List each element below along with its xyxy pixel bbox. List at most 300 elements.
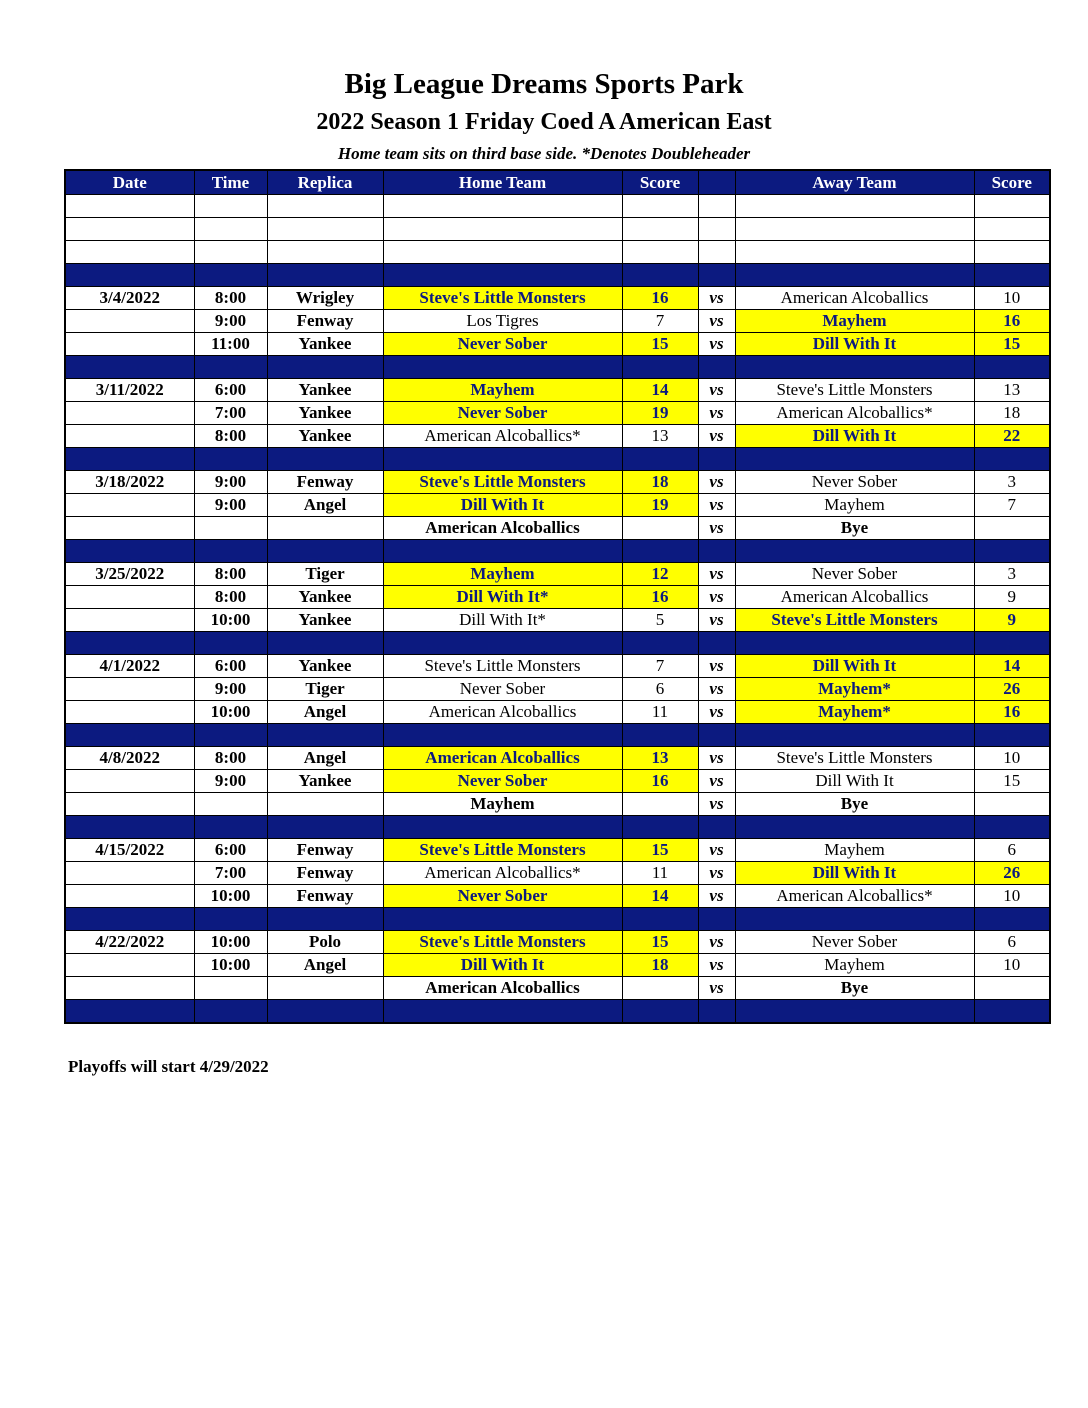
home-score-cell: 11 [622, 701, 698, 724]
empty-cell [65, 724, 194, 747]
empty-cell [698, 241, 735, 264]
away-score-cell: 10 [974, 885, 1050, 908]
empty-cell [383, 1000, 622, 1024]
column-header-away-score: Score [974, 170, 1050, 195]
away-team-cell: Steve's Little Monsters [735, 609, 974, 632]
date-cell [65, 793, 194, 816]
empty-cell [267, 908, 383, 931]
empty-cell [974, 356, 1050, 379]
empty-cell [267, 241, 383, 264]
vs-cell: vs [698, 793, 735, 816]
away-score-cell: 6 [974, 839, 1050, 862]
empty-cell [194, 816, 267, 839]
empty-cell [194, 540, 267, 563]
away-team-cell: Dill With It [735, 333, 974, 356]
date-cell: 3/4/2022 [65, 287, 194, 310]
replica-cell: Fenway [267, 862, 383, 885]
vs-cell: vs [698, 839, 735, 862]
away-score-cell: 13 [974, 379, 1050, 402]
home-team-cell: Steve's Little Monsters [383, 655, 622, 678]
schedule-table [64, 169, 1051, 1024]
empty-cell [698, 218, 735, 241]
away-score-cell [974, 977, 1050, 1000]
empty-cell [735, 448, 974, 471]
empty-cell [735, 724, 974, 747]
replica-cell: Yankee [267, 379, 383, 402]
empty-cell [267, 218, 383, 241]
away-team-cell: Never Sober [735, 931, 974, 954]
empty-cell [383, 218, 622, 241]
time-cell: 10:00 [194, 609, 267, 632]
away-team-cell: American Alcoballics* [735, 402, 974, 425]
home-team-cell: American Alcoballics [383, 517, 622, 540]
empty-cell [622, 264, 698, 287]
empty-cell [65, 1000, 194, 1024]
home-score-cell: 13 [622, 425, 698, 448]
empty-cell [194, 264, 267, 287]
vs-cell: vs [698, 770, 735, 793]
empty-cell [974, 241, 1050, 264]
away-score-cell: 15 [974, 770, 1050, 793]
empty-cell [194, 908, 267, 931]
vs-cell: vs [698, 425, 735, 448]
time-cell: 7:00 [194, 862, 267, 885]
empty-cell [735, 540, 974, 563]
column-header-away-team: Away Team [735, 170, 974, 195]
date-cell [65, 425, 194, 448]
replica-cell: Yankee [267, 402, 383, 425]
away-score-cell: 26 [974, 862, 1050, 885]
bye-row [65, 793, 1050, 816]
home-team-cell: Steve's Little Monsters [383, 931, 622, 954]
away-team-cell: Never Sober [735, 563, 974, 586]
away-team-cell: Mayhem [735, 494, 974, 517]
empty-cell [735, 264, 974, 287]
date-cell [65, 678, 194, 701]
home-score-cell: 15 [622, 839, 698, 862]
separator-row [65, 1000, 1050, 1024]
game-row [65, 425, 1050, 448]
replica-cell: Angel [267, 954, 383, 977]
away-score-cell [974, 517, 1050, 540]
date-cell [65, 977, 194, 1000]
away-score-cell: 10 [974, 747, 1050, 770]
empty-cell [383, 908, 622, 931]
replica-cell [267, 517, 383, 540]
away-team-cell: Steve's Little Monsters [735, 379, 974, 402]
vs-cell: vs [698, 701, 735, 724]
empty-cell [383, 540, 622, 563]
time-cell: 9:00 [194, 770, 267, 793]
empty-cell [194, 356, 267, 379]
away-score-cell: 16 [974, 701, 1050, 724]
column-header-vs [698, 170, 735, 195]
game-row [65, 379, 1050, 402]
time-cell: 9:00 [194, 678, 267, 701]
home-score-cell: 6 [622, 678, 698, 701]
home-team-cell: Mayhem [383, 793, 622, 816]
game-row [65, 862, 1050, 885]
header-row [65, 170, 1050, 195]
vs-cell: vs [698, 402, 735, 425]
away-team-cell: Bye [735, 977, 974, 1000]
game-row [65, 839, 1050, 862]
away-team-cell: American Alcoballics [735, 287, 974, 310]
vs-cell: vs [698, 977, 735, 1000]
empty-cell [698, 632, 735, 655]
home-team-cell: American Alcoballics* [383, 425, 622, 448]
empty-cell [974, 264, 1050, 287]
empty-cell [383, 816, 622, 839]
empty-cell [194, 218, 267, 241]
home-score-cell: 19 [622, 402, 698, 425]
empty-cell [267, 356, 383, 379]
empty-cell [735, 632, 974, 655]
date-cell [65, 586, 194, 609]
time-cell: 8:00 [194, 563, 267, 586]
home-team-cell: Never Sober [383, 402, 622, 425]
home-team-cell: American Alcoballics [383, 747, 622, 770]
game-row [65, 678, 1050, 701]
vs-cell: vs [698, 747, 735, 770]
home-score-cell: 14 [622, 885, 698, 908]
away-team-cell: Mayhem [735, 954, 974, 977]
replica-cell: Tiger [267, 563, 383, 586]
date-cell [65, 517, 194, 540]
home-team-cell: American Alcoballics [383, 977, 622, 1000]
home-team-cell: Dill With It [383, 954, 622, 977]
empty-cell [65, 264, 194, 287]
replica-cell: Wrigley [267, 287, 383, 310]
replica-cell: Yankee [267, 333, 383, 356]
empty-cell [735, 218, 974, 241]
empty-cell [622, 448, 698, 471]
empty-cell [65, 632, 194, 655]
home-team-cell: Never Sober [383, 885, 622, 908]
empty-cell [698, 264, 735, 287]
home-team-cell: Never Sober [383, 678, 622, 701]
empty-cell [735, 1000, 974, 1024]
vs-cell: vs [698, 310, 735, 333]
time-cell: 10:00 [194, 954, 267, 977]
away-team-cell: Steve's Little Monsters [735, 747, 974, 770]
home-score-cell: 18 [622, 954, 698, 977]
away-score-cell: 10 [974, 287, 1050, 310]
empty-cell [698, 540, 735, 563]
date-cell [65, 402, 194, 425]
away-score-cell: 26 [974, 678, 1050, 701]
empty-cell [383, 724, 622, 747]
vs-cell: vs [698, 494, 735, 517]
empty-cell [622, 1000, 698, 1024]
vs-cell: vs [698, 931, 735, 954]
date-cell [65, 609, 194, 632]
empty-cell [974, 908, 1050, 931]
column-header-date: Date [65, 170, 194, 195]
empty-cell [698, 816, 735, 839]
date-cell: 4/8/2022 [65, 747, 194, 770]
vs-cell: vs [698, 678, 735, 701]
empty-cell [974, 816, 1050, 839]
empty-cell [974, 448, 1050, 471]
away-score-cell: 15 [974, 333, 1050, 356]
empty-cell [383, 264, 622, 287]
empty-cell [65, 816, 194, 839]
empty-cell [622, 908, 698, 931]
empty-cell [735, 816, 974, 839]
separator-row [65, 540, 1050, 563]
empty-cell [383, 356, 622, 379]
separator-row [65, 356, 1050, 379]
vs-cell: vs [698, 954, 735, 977]
time-cell: 11:00 [194, 333, 267, 356]
replica-cell: Fenway [267, 471, 383, 494]
empty-cell [194, 241, 267, 264]
replica-cell: Polo [267, 931, 383, 954]
away-team-cell: Mayhem [735, 310, 974, 333]
away-team-cell: Never Sober [735, 471, 974, 494]
empty-cell [65, 195, 194, 218]
empty-cell [735, 195, 974, 218]
empty-cell [194, 1000, 267, 1024]
home-team-cell: Los Tigres [383, 310, 622, 333]
away-score-cell: 9 [974, 586, 1050, 609]
empty-cell [622, 195, 698, 218]
empty-cell [65, 356, 194, 379]
empty-cell [622, 540, 698, 563]
vs-cell: vs [698, 862, 735, 885]
date-cell [65, 701, 194, 724]
playoffs-note: Playoffs will start 4/29/2022 [68, 1057, 269, 1076]
game-row [65, 310, 1050, 333]
date-cell [65, 310, 194, 333]
home-team-cell: Steve's Little Monsters [383, 839, 622, 862]
empty-cell [735, 908, 974, 931]
empty-cell [267, 264, 383, 287]
vs-cell: vs [698, 517, 735, 540]
empty-cell [267, 724, 383, 747]
home-score-cell: 18 [622, 471, 698, 494]
date-cell [65, 770, 194, 793]
replica-cell: Yankee [267, 425, 383, 448]
home-score-cell: 12 [622, 563, 698, 586]
date-cell: 3/11/2022 [65, 379, 194, 402]
time-cell: 10:00 [194, 931, 267, 954]
home-score-cell: 16 [622, 287, 698, 310]
empty-cell [622, 356, 698, 379]
away-team-cell: American Alcoballics [735, 586, 974, 609]
away-score-cell: 10 [974, 954, 1050, 977]
replica-cell: Fenway [267, 310, 383, 333]
time-cell: 10:00 [194, 885, 267, 908]
home-team-cell: Never Sober [383, 770, 622, 793]
empty-cell [383, 241, 622, 264]
vs-cell: vs [698, 609, 735, 632]
home-score-cell: 7 [622, 655, 698, 678]
time-cell: 6:00 [194, 839, 267, 862]
home-score-cell [622, 793, 698, 816]
empty-cell [622, 632, 698, 655]
empty-cell [735, 356, 974, 379]
empty-cell [698, 908, 735, 931]
schedule-body [65, 195, 1050, 1024]
time-cell [194, 977, 267, 1000]
time-cell: 9:00 [194, 310, 267, 333]
home-team-cell: Steve's Little Monsters [383, 471, 622, 494]
game-row [65, 287, 1050, 310]
home-score-cell: 16 [622, 586, 698, 609]
blank-row [65, 241, 1050, 264]
home-score-cell: 19 [622, 494, 698, 517]
vs-cell: vs [698, 885, 735, 908]
home-team-cell: Steve's Little Monsters [383, 287, 622, 310]
time-cell: 8:00 [194, 747, 267, 770]
home-team-cell: American Alcoballics [383, 701, 622, 724]
empty-cell [974, 632, 1050, 655]
vs-cell: vs [698, 287, 735, 310]
time-cell [194, 517, 267, 540]
empty-cell [194, 448, 267, 471]
away-team-cell: Dill With It [735, 655, 974, 678]
vs-cell: vs [698, 333, 735, 356]
home-team-cell: Dill With It* [383, 609, 622, 632]
date-cell [65, 885, 194, 908]
replica-cell [267, 977, 383, 1000]
vs-cell: vs [698, 655, 735, 678]
empty-cell [194, 195, 267, 218]
game-row [65, 333, 1050, 356]
away-score-cell: 6 [974, 931, 1050, 954]
empty-cell [194, 632, 267, 655]
time-cell: 8:00 [194, 586, 267, 609]
home-team-cell: Mayhem [383, 379, 622, 402]
game-row [65, 402, 1050, 425]
time-cell: 10:00 [194, 701, 267, 724]
away-score-cell [974, 793, 1050, 816]
time-cell: 9:00 [194, 471, 267, 494]
empty-cell [383, 195, 622, 218]
home-score-cell [622, 517, 698, 540]
away-score-cell: 3 [974, 471, 1050, 494]
time-cell [194, 793, 267, 816]
game-row [65, 747, 1050, 770]
home-team-cell: Dill With It* [383, 586, 622, 609]
home-score-cell [622, 977, 698, 1000]
empty-cell [267, 1000, 383, 1024]
away-team-cell: Dill With It [735, 425, 974, 448]
empty-cell [65, 540, 194, 563]
away-team-cell: American Alcoballics* [735, 885, 974, 908]
time-cell: 6:00 [194, 379, 267, 402]
empty-cell [65, 241, 194, 264]
empty-cell [735, 241, 974, 264]
replica-cell: Yankee [267, 655, 383, 678]
date-cell [65, 862, 194, 885]
bye-row [65, 517, 1050, 540]
empty-cell [974, 195, 1050, 218]
away-team-cell: Bye [735, 517, 974, 540]
vs-cell: vs [698, 563, 735, 586]
away-score-cell: 9 [974, 609, 1050, 632]
game-row [65, 954, 1050, 977]
replica-cell: Fenway [267, 839, 383, 862]
empty-cell [267, 632, 383, 655]
game-row [65, 609, 1050, 632]
replica-cell: Tiger [267, 678, 383, 701]
home-team-cell: Mayhem [383, 563, 622, 586]
empty-cell [698, 1000, 735, 1024]
home-score-cell: 13 [622, 747, 698, 770]
home-score-cell: 7 [622, 310, 698, 333]
away-team-cell: Dill With It [735, 862, 974, 885]
separator-row [65, 264, 1050, 287]
date-cell [65, 494, 194, 517]
schedule-note: Home team sits on third base side. *Denotes Doubleheader [337, 144, 751, 163]
away-score-cell: 7 [974, 494, 1050, 517]
empty-cell [267, 448, 383, 471]
column-header-time: Time [194, 170, 267, 195]
game-row [65, 586, 1050, 609]
game-row [65, 655, 1050, 678]
time-cell: 8:00 [194, 287, 267, 310]
away-score-cell: 22 [974, 425, 1050, 448]
empty-cell [65, 448, 194, 471]
empty-cell [383, 448, 622, 471]
date-cell: 4/22/2022 [65, 931, 194, 954]
game-row [65, 701, 1050, 724]
home-team-cell: Dill With It [383, 494, 622, 517]
replica-cell: Angel [267, 747, 383, 770]
empty-cell [698, 724, 735, 747]
empty-cell [698, 356, 735, 379]
away-score-cell: 18 [974, 402, 1050, 425]
home-score-cell: 15 [622, 333, 698, 356]
separator-row [65, 816, 1050, 839]
date-cell: 3/18/2022 [65, 471, 194, 494]
game-row [65, 563, 1050, 586]
page-title: Big League Dreams Sports Park [344, 68, 744, 100]
separator-row [65, 448, 1050, 471]
date-cell: 4/15/2022 [65, 839, 194, 862]
home-score-cell: 5 [622, 609, 698, 632]
bye-row [65, 977, 1050, 1000]
page-subtitle: 2022 Season 1 Friday Coed A American East [316, 109, 772, 135]
vs-cell: vs [698, 471, 735, 494]
game-row [65, 471, 1050, 494]
away-team-cell: Dill With It [735, 770, 974, 793]
home-team-cell: American Alcoballics* [383, 862, 622, 885]
empty-cell [383, 632, 622, 655]
replica-cell: Angel [267, 701, 383, 724]
empty-cell [65, 218, 194, 241]
empty-cell [698, 195, 735, 218]
empty-cell [622, 241, 698, 264]
time-cell: 8:00 [194, 425, 267, 448]
home-score-cell: 15 [622, 931, 698, 954]
replica-cell: Angel [267, 494, 383, 517]
vs-cell: vs [698, 586, 735, 609]
game-row [65, 931, 1050, 954]
empty-cell [267, 816, 383, 839]
empty-cell [267, 195, 383, 218]
empty-cell [622, 218, 698, 241]
blank-row [65, 195, 1050, 218]
away-score-cell: 3 [974, 563, 1050, 586]
vs-cell: vs [698, 379, 735, 402]
date-cell [65, 333, 194, 356]
empty-cell [267, 540, 383, 563]
empty-cell [974, 218, 1050, 241]
